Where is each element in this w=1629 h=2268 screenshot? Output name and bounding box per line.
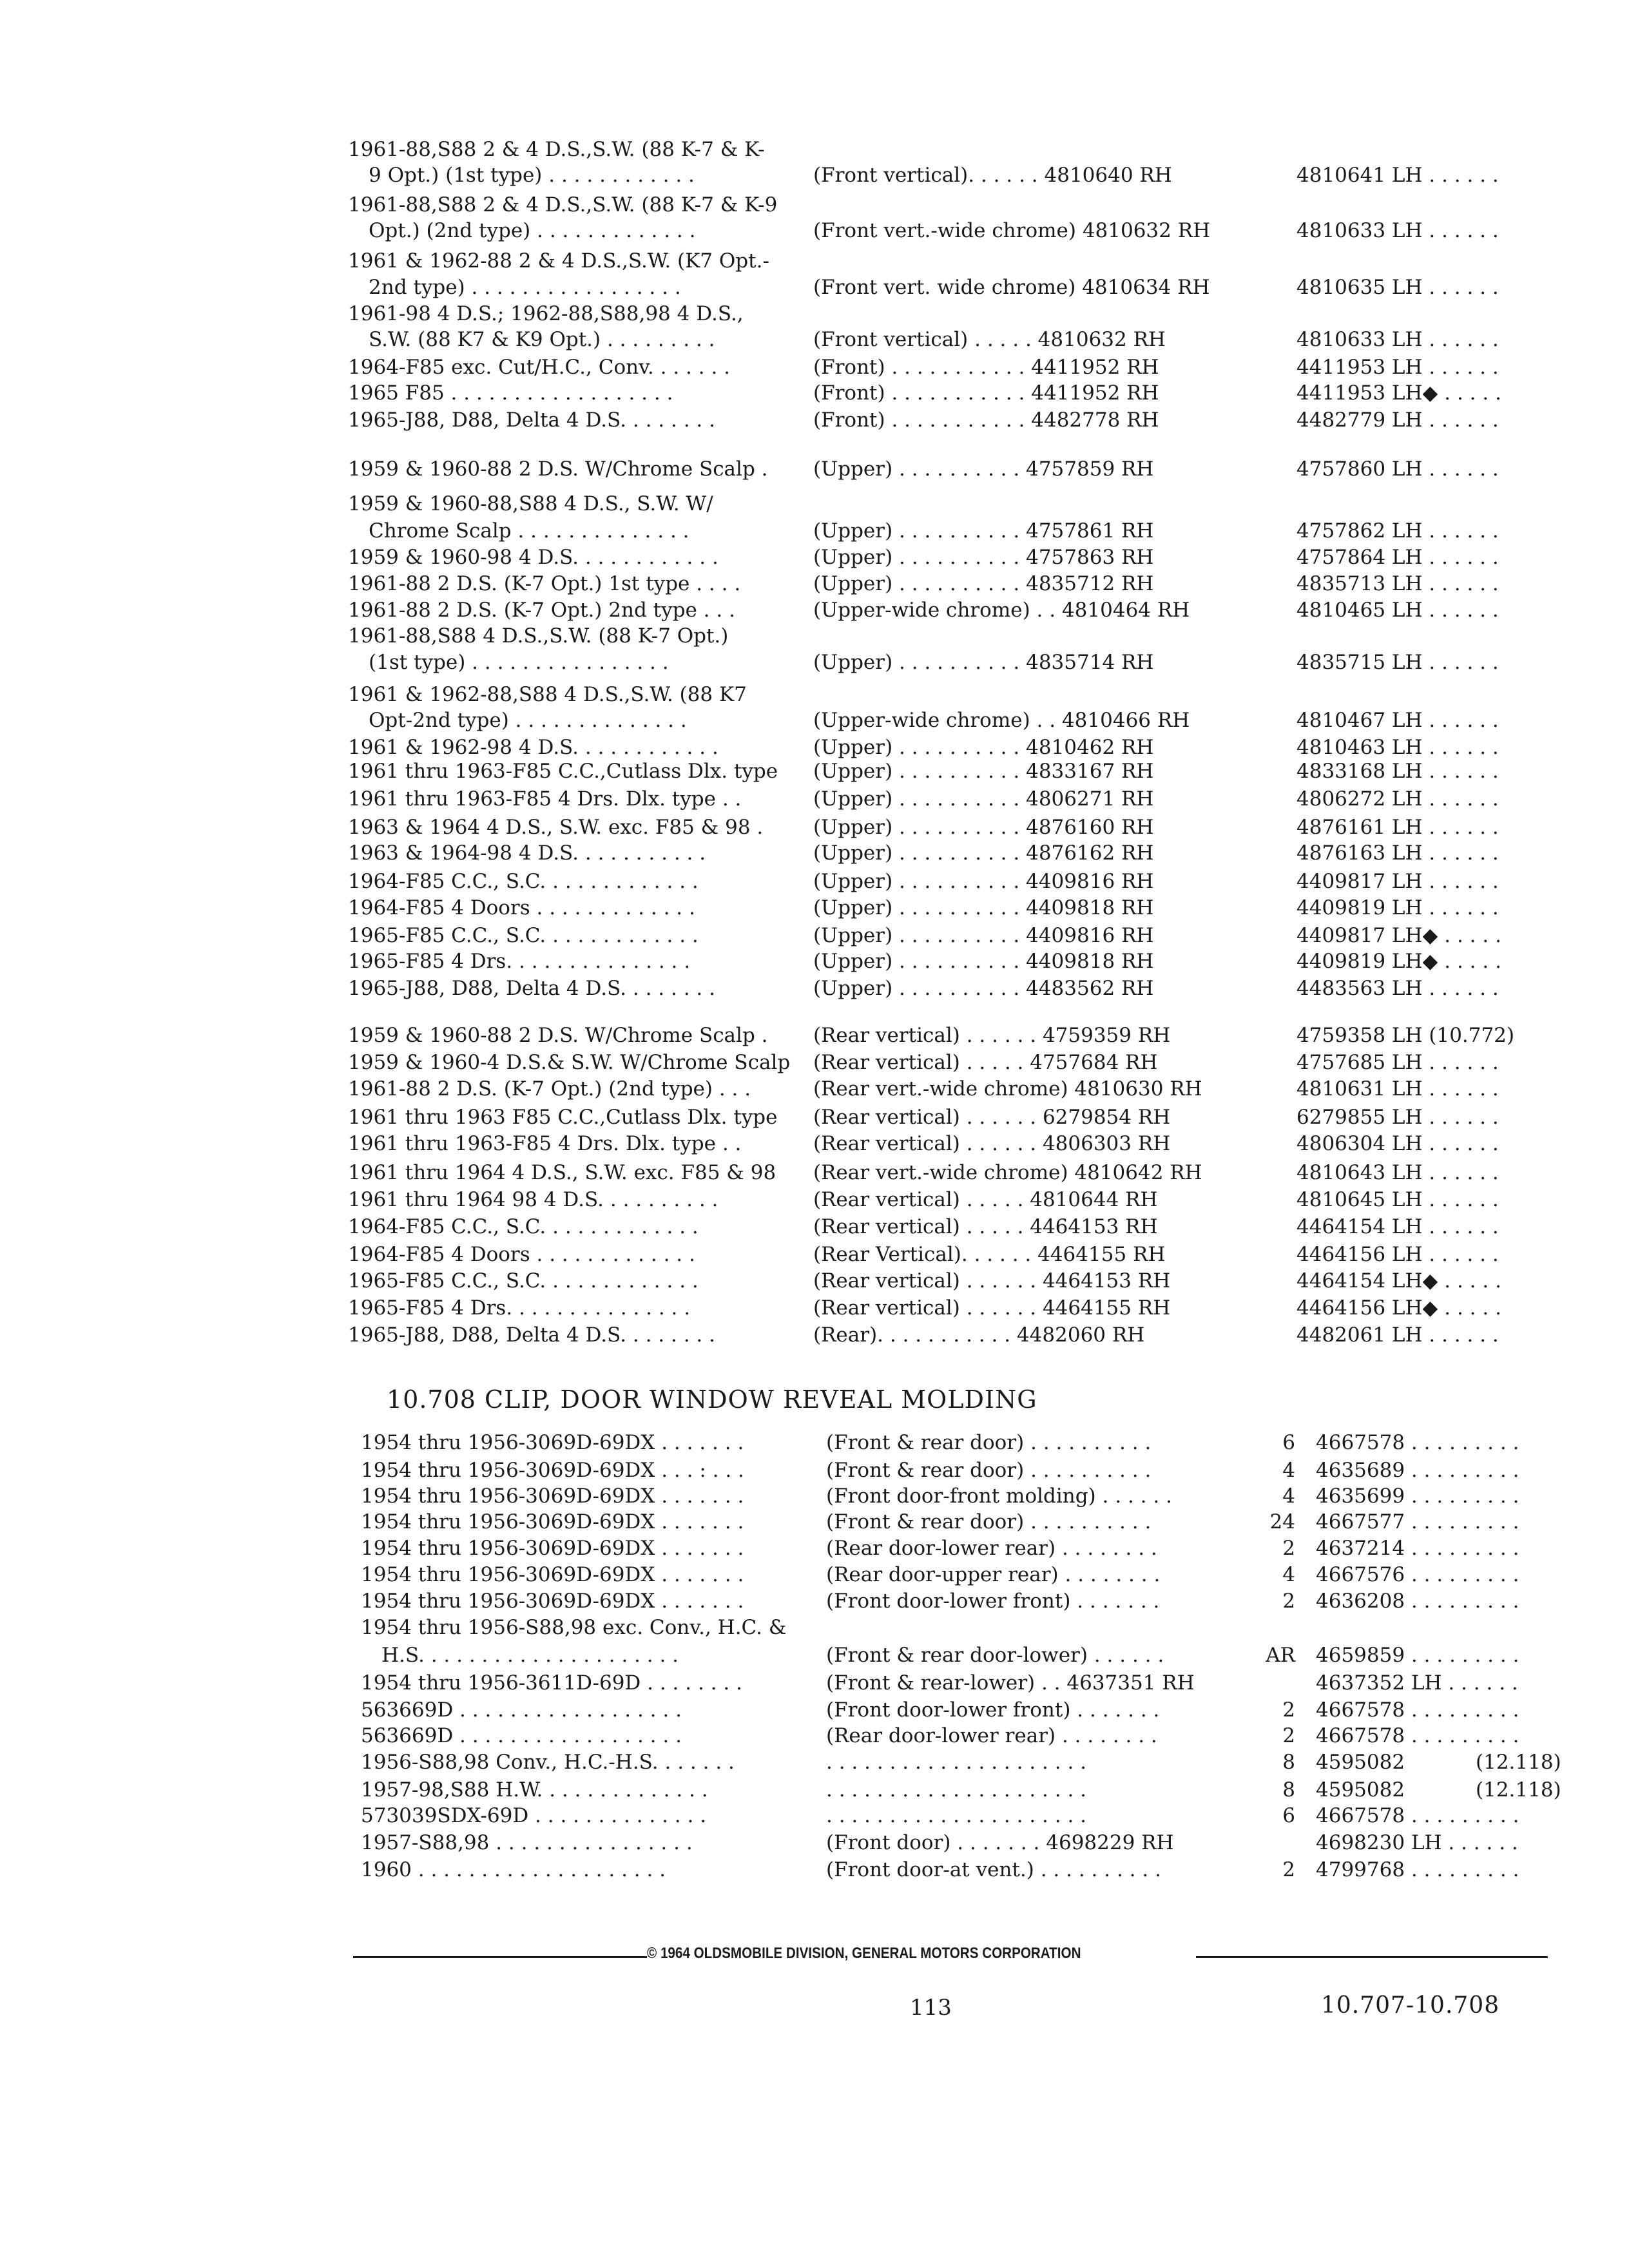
model-cell: 1964-F85 4 Doors . . . . . . . . . . . . .: [348, 1243, 695, 1266]
model-cell: 1964-F85 4 Doors . . . . . . . . . . . . .: [348, 896, 695, 919]
part-number-cell: 4635699 . . . . . . . . .: [1316, 1485, 1519, 1508]
part-number-cell: 4759358 LH (10.772): [1296, 1024, 1515, 1047]
description-cell: (Rear vert.-wide chrome) 4810630 RH: [813, 1077, 1202, 1100]
part-number-cell: 4409819 LH . . . . . .: [1296, 896, 1499, 919]
quantity-cell: 4: [1282, 1563, 1295, 1586]
description-cell: (Rear Vertical). . . . . . 4464155 RH: [813, 1243, 1166, 1266]
description-cell: (Rear vertical) . . . . . 4464153 RH: [813, 1215, 1158, 1238]
model-cell: 9 Opt.) (1st type) . . . . . . . . . . . .: [369, 164, 695, 187]
description-cell: (Upper) . . . . . . . . . . 4483562 RH: [813, 977, 1154, 1000]
model-cell: 1961-88 2 D.S. (K-7 Opt.) 2nd type . . .: [348, 599, 735, 622]
model-cell: 1961-88,S88 2 & 4 D.S.,S.W. (88 K-7 & K-9: [348, 193, 778, 216]
description-cell: (Front & rear door) . . . . . . . . . .: [826, 1510, 1152, 1533]
reference-cell: (12.118): [1476, 1751, 1561, 1774]
description-cell: (Front & rear door) . . . . . . . . . .: [826, 1459, 1152, 1482]
part-number-cell: 4810633 LH . . . . . .: [1296, 328, 1499, 351]
description-cell: (Rear vertical) . . . . . 4757684 RH: [813, 1051, 1158, 1074]
model-cell: 1961 & 1962-88 2 & 4 D.S.,S.W. (K7 Opt.-: [348, 249, 769, 273]
part-number-cell: 4411953 LH . . . . . .: [1296, 356, 1499, 379]
description-cell: (Front & rear-lower) . . 4637351 RH: [826, 1671, 1195, 1695]
description-cell: (Front door-front molding) . . . . . .: [826, 1485, 1172, 1508]
description-cell: (Upper) . . . . . . . . . . 4757859 RH: [813, 457, 1154, 481]
part-number-cell: 4757685 LH . . . . . .: [1296, 1051, 1499, 1074]
part-number-cell: 4810465 LH . . . . . .: [1296, 599, 1499, 622]
description-cell: (Upper) . . . . . . . . . . 4835714 RH: [813, 651, 1154, 674]
description-cell: (Upper) . . . . . . . . . . 4833167 RH: [813, 760, 1154, 783]
description-cell: (Front vert.-wide chrome) 4810632 RH: [813, 219, 1211, 242]
part-number-cell: 4667577 . . . . . . . . .: [1316, 1510, 1519, 1533]
model-cell: 1961 thru 1963 F85 C.C.,Cutlass Dlx. type: [348, 1106, 778, 1129]
model-cell: 1961 thru 1964 98 4 D.S. . . . . . . . . .: [348, 1188, 718, 1211]
part-number-cell: 4667578 . . . . . . . . .: [1316, 1724, 1519, 1747]
part-number-cell: 4757860 LH . . . . . .: [1296, 457, 1499, 481]
description-cell: (Upper) . . . . . . . . . . 4835712 RH: [813, 572, 1154, 595]
model-cell: 1965-J88, D88, Delta 4 D.S. . . . . . . .: [348, 408, 715, 432]
model-cell: 1954 thru 1956-S88,98 exc. Conv., H.C. &: [361, 1616, 787, 1639]
model-cell: 1957-S88,98 . . . . . . . . . . . . . . . .: [361, 1831, 693, 1854]
part-number-cell: 4482779 LH . . . . . .: [1296, 408, 1499, 432]
part-number-cell: 4636208 . . . . . . . . .: [1316, 1590, 1519, 1613]
part-number-cell: 4810463 LH . . . . . .: [1296, 736, 1499, 759]
description-cell: (Rear vertical) . . . . . . 4464155 RH: [813, 1296, 1171, 1320]
quantity-cell: 2: [1282, 1724, 1295, 1747]
model-cell: 563669D . . . . . . . . . . . . . . . . . .: [361, 1698, 682, 1722]
part-number-cell: 4637214 . . . . . . . . .: [1316, 1537, 1519, 1560]
part-number-cell: 4411953 LH◆ . . . . .: [1296, 381, 1501, 405]
description-cell: (Upper) . . . . . . . . . . 4810462 RH: [813, 736, 1154, 759]
model-cell: 1954 thru 1956-3069D-69DX . . . . . . .: [361, 1590, 744, 1613]
part-number-cell: 4595082: [1316, 1751, 1405, 1774]
model-cell: 1961-88 2 D.S. (K-7 Opt.) (2nd type) . . .: [348, 1077, 751, 1100]
quantity-cell: 2: [1282, 1858, 1295, 1881]
description-cell: (Front door) . . . . . . . 4698229 RH: [826, 1831, 1174, 1854]
description-cell: (Front door-lower front) . . . . . . .: [826, 1590, 1160, 1613]
quantity-cell: 24: [1269, 1510, 1295, 1533]
section-range: 10.707-10.708: [1321, 1992, 1500, 2019]
model-cell: 1965-F85 C.C., S.C. . . . . . . . . . . . .: [348, 924, 699, 947]
part-number-cell: 4409817 LH◆ . . . . .: [1296, 924, 1501, 947]
description-cell: (Rear). . . . . . . . . . . 4482060 RH: [813, 1323, 1145, 1347]
part-number-cell: 4757862 LH . . . . . .: [1296, 519, 1499, 543]
description-cell: (Rear vertical) . . . . . 4810644 RH: [813, 1188, 1158, 1211]
model-cell: Opt.) (2nd type) . . . . . . . . . . . . .: [369, 219, 696, 242]
description-cell: (Front) . . . . . . . . . . . 4411952 RH: [813, 381, 1159, 405]
model-cell: 1963 & 1964-98 4 D.S. . . . . . . . . . .: [348, 841, 706, 865]
model-cell: 1954 thru 1956-3069D-69DX . . . . . . .: [361, 1485, 744, 1508]
description-cell: (Upper) . . . . . . . . . . 4409816 RH: [813, 870, 1154, 893]
copyright-notice: © 1964 OLDSMOBILE DIVISION, GENERAL MOTORS CORPORATION: [647, 1945, 1081, 1962]
description-cell: (Rear door-lower rear) . . . . . . . .: [826, 1724, 1157, 1747]
footer-rule-left: [353, 1956, 647, 1958]
quantity-cell: 2: [1282, 1698, 1295, 1722]
model-cell: Opt-2nd type) . . . . . . . . . . . . . .: [369, 709, 687, 732]
reference-cell: (12.118): [1476, 1778, 1561, 1802]
model-cell: 1965 F85 . . . . . . . . . . . . . . . . . .: [348, 381, 673, 405]
model-cell: 1961-98 4 D.S.; 1962-88,S88,98 4 D.S.,: [348, 302, 744, 325]
description-cell: (Front vertical) . . . . . 4810632 RH: [813, 328, 1166, 351]
part-number-cell: 4810631 LH . . . . . .: [1296, 1077, 1499, 1100]
description-cell: (Front) . . . . . . . . . . . 4482778 RH: [813, 408, 1159, 432]
model-cell: 1963 & 1964 4 D.S., S.W. exc. F85 & 98 .: [348, 816, 764, 839]
part-number-cell: 4810645 LH . . . . . .: [1296, 1188, 1499, 1211]
part-number-cell: 4757864 LH . . . . . .: [1296, 546, 1499, 569]
description-cell: (Upper-wide chrome) . . 4810464 RH: [813, 599, 1190, 622]
part-number-cell: 4876163 LH . . . . . .: [1296, 841, 1499, 865]
description-cell: (Front vert. wide chrome) 4810634 RH: [813, 276, 1210, 299]
model-cell: 1959 & 1960-88,S88 4 D.S., S.W. W/: [348, 492, 713, 515]
model-cell: 1964-F85 C.C., S.C. . . . . . . . . . . . .: [348, 1215, 699, 1238]
part-number-cell: 4464156 LH . . . . . .: [1296, 1243, 1499, 1266]
model-cell: 1954 thru 1956-3069D-69DX . . . . . . .: [361, 1563, 744, 1586]
quantity-cell: AR: [1266, 1644, 1295, 1667]
description-cell: (Front vertical). . . . . . 4810640 RH: [813, 164, 1172, 187]
description-cell: (Rear vertical) . . . . . . 6279854 RH: [813, 1106, 1171, 1129]
model-cell: 1961 & 1962-98 4 D.S. . . . . . . . . . . .: [348, 736, 718, 759]
part-number-cell: 4464154 LH◆ . . . . .: [1296, 1269, 1501, 1293]
model-cell: 1959 & 1960-88 2 D.S. W/Chrome Scalp .: [348, 457, 768, 481]
part-number-cell: 4483563 LH . . . . . .: [1296, 977, 1499, 1000]
model-cell: 1965-F85 4 Drs. . . . . . . . . . . . . . .: [348, 1296, 691, 1320]
model-cell: 1959 & 1960-88 2 D.S. W/Chrome Scalp .: [348, 1024, 768, 1047]
model-cell: 1954 thru 1956-3069D-69DX . . . . . . .: [361, 1537, 744, 1560]
part-number-cell: 4810635 LH . . . . . .: [1296, 276, 1499, 299]
part-number-cell: 4667576 . . . . . . . . .: [1316, 1563, 1519, 1586]
description-cell: (Rear vertical) . . . . . . 4464153 RH: [813, 1269, 1171, 1293]
footer-rule-right: [1196, 1956, 1548, 1958]
part-number-cell: 4810467 LH . . . . . .: [1296, 709, 1499, 732]
part-number-cell: 4464156 LH◆ . . . . .: [1296, 1296, 1501, 1320]
description-cell: . . . . . . . . . . . . . . . . . . . . .: [826, 1778, 1087, 1802]
description-cell: (Rear vertical) . . . . . . 4759359 RH: [813, 1024, 1171, 1047]
model-cell: 1961 thru 1963-F85 4 Drs. Dlx. type . .: [348, 787, 742, 811]
model-cell: 2nd type) . . . . . . . . . . . . . . . . .: [369, 276, 681, 299]
part-number-cell: 4810633 LH . . . . . .: [1296, 219, 1499, 242]
model-cell: 1959 & 1960-98 4 D.S. . . . . . . . . . . .: [348, 546, 718, 569]
model-cell: 1964-F85 exc. Cut/H.C., Conv. . . . . . .: [348, 356, 731, 379]
model-cell: 1960 . . . . . . . . . . . . . . . . . . . .: [361, 1858, 666, 1881]
model-cell: 1961 thru 1964 4 D.S., S.W. exc. F85 & 98: [348, 1161, 776, 1184]
description-cell: (Front) . . . . . . . . . . . 4411952 RH: [813, 356, 1159, 379]
quantity-cell: 8: [1282, 1778, 1295, 1802]
part-number-cell: 4698230 LH . . . . . .: [1316, 1831, 1518, 1854]
part-number-cell: 4637352 LH . . . . . .: [1316, 1671, 1518, 1695]
model-cell: Chrome Scalp . . . . . . . . . . . . . .: [369, 519, 689, 543]
description-cell: (Upper) . . . . . . . . . . 4409818 RH: [813, 950, 1154, 973]
description-cell: (Upper) . . . . . . . . . . 4409818 RH: [813, 896, 1154, 919]
model-cell: 563669D . . . . . . . . . . . . . . . . . .: [361, 1724, 682, 1747]
part-number-cell: 4799768 . . . . . . . . .: [1316, 1858, 1519, 1881]
part-number-cell: 4409819 LH◆ . . . . .: [1296, 950, 1501, 973]
description-cell: (Rear door-upper rear) . . . . . . . .: [826, 1563, 1161, 1586]
description-cell: (Rear door-lower rear) . . . . . . . .: [826, 1537, 1157, 1560]
description-cell: (Upper) . . . . . . . . . . 4876160 RH: [813, 816, 1154, 839]
quantity-cell: 2: [1282, 1537, 1295, 1560]
description-cell: (Front & rear door-lower) . . . . . .: [826, 1644, 1164, 1667]
model-cell: 1961 thru 1963-F85 4 Drs. Dlx. type . .: [348, 1132, 742, 1155]
model-cell: 1965-F85 C.C., S.C. . . . . . . . . . . . .: [348, 1269, 699, 1293]
description-cell: (Upper) . . . . . . . . . . 4757861 RH: [813, 519, 1154, 543]
part-number-cell: 4806304 LH . . . . . .: [1296, 1132, 1499, 1155]
quantity-cell: 2: [1282, 1590, 1295, 1613]
model-cell: 1961-88 2 D.S. (K-7 Opt.) 1st type . . . .: [348, 572, 741, 595]
model-cell: 1964-F85 C.C., S.C. . . . . . . . . . . . .: [348, 870, 699, 893]
description-cell: (Rear vert.-wide chrome) 4810642 RH: [813, 1161, 1202, 1184]
part-number-cell: 4876161 LH . . . . . .: [1296, 816, 1499, 839]
description-cell: (Rear vertical) . . . . . . 4806303 RH: [813, 1132, 1171, 1155]
part-number-cell: 4635689 . . . . . . . . .: [1316, 1459, 1519, 1482]
description-cell: (Front & rear door) . . . . . . . . . .: [826, 1431, 1152, 1454]
model-cell: 573039SDX-69D . . . . . . . . . . . . . .: [361, 1804, 707, 1827]
description-cell: (Upper) . . . . . . . . . . 4409816 RH: [813, 924, 1154, 947]
model-cell: 1959 & 1960-4 D.S.& S.W. W/Chrome Scalp: [348, 1051, 791, 1074]
description-cell: (Upper) . . . . . . . . . . 4806271 RH: [813, 787, 1154, 811]
quantity-cell: 4: [1282, 1459, 1295, 1482]
description-cell: (Front door-lower front) . . . . . . .: [826, 1698, 1160, 1722]
model-cell: 1956-S88,98 Conv., H.C.-H.S. . . . . . .: [361, 1751, 735, 1774]
model-cell: 1954 thru 1956-3069D-69DX . . . . . . .: [361, 1510, 744, 1533]
model-cell: 1965-J88, D88, Delta 4 D.S. . . . . . . .: [348, 977, 715, 1000]
quantity-cell: 6: [1282, 1431, 1295, 1454]
model-cell: 1961-88,S88 2 & 4 D.S.,S.W. (88 K-7 & K-: [348, 138, 765, 161]
part-number-cell: 4810641 LH . . . . . .: [1296, 164, 1499, 187]
model-cell: 1961 & 1962-88,S88 4 D.S.,S.W. (88 K7: [348, 683, 747, 706]
quantity-cell: 8: [1282, 1751, 1295, 1774]
quantity-cell: 4: [1282, 1485, 1295, 1508]
part-number-cell: 4835713 LH . . . . . .: [1296, 572, 1499, 595]
part-number-cell: 4667578 . . . . . . . . .: [1316, 1698, 1519, 1722]
model-cell: 1965-J88, D88, Delta 4 D.S. . . . . . . .: [348, 1323, 715, 1347]
model-cell: 1954 thru 1956-3611D-69D . . . . . . . .: [361, 1671, 742, 1695]
model-cell: 1965-F85 4 Drs. . . . . . . . . . . . . . .: [348, 950, 691, 973]
description-cell: . . . . . . . . . . . . . . . . . . . . .: [826, 1751, 1087, 1774]
description-cell: . . . . . . . . . . . . . . . . . . . . .: [826, 1804, 1087, 1827]
part-number-cell: 4810643 LH . . . . . .: [1296, 1161, 1499, 1184]
model-cell: 1961 thru 1963-F85 C.C.,Cutlass Dlx. type: [348, 760, 778, 783]
section-heading: 10.708 CLIP, DOOR WINDOW REVEAL MOLDING: [387, 1385, 1037, 1414]
model-cell: 1957-98,S88 H.W. . . . . . . . . . . . . .: [361, 1778, 708, 1802]
description-cell: (Upper) . . . . . . . . . . 4876162 RH: [813, 841, 1154, 865]
description-cell: (Upper-wide chrome) . . 4810466 RH: [813, 709, 1190, 732]
part-number-cell: 4464154 LH . . . . . .: [1296, 1215, 1499, 1238]
part-number-cell: 4659859 . . . . . . . . .: [1316, 1644, 1519, 1667]
part-number-cell: 4409817 LH . . . . . .: [1296, 870, 1499, 893]
part-number-cell: 6279855 LH . . . . . .: [1296, 1106, 1499, 1129]
model-cell: 1954 thru 1956-3069D-69DX . . . . . . .: [361, 1431, 744, 1454]
model-cell: 1961-88,S88 4 D.S.,S.W. (88 K-7 Opt.): [348, 624, 729, 648]
page-number: 113: [910, 1995, 952, 2021]
part-number-cell: 4835715 LH . . . . . .: [1296, 651, 1499, 674]
part-number-cell: 4806272 LH . . . . . .: [1296, 787, 1499, 811]
quantity-cell: 6: [1282, 1804, 1295, 1827]
model-cell: 1954 thru 1956-3069D-69DX . . . : . . .: [361, 1459, 744, 1482]
model-cell: H.S. . . . . . . . . . . . . . . . . . . . .: [381, 1644, 679, 1667]
description-cell: (Upper) . . . . . . . . . . 4757863 RH: [813, 546, 1154, 569]
model-cell: S.W. (88 K7 & K9 Opt.) . . . . . . . . .: [369, 328, 715, 351]
description-cell: (Front door-at vent.) . . . . . . . . . .: [826, 1858, 1161, 1881]
part-number-cell: 4667578 . . . . . . . . .: [1316, 1431, 1519, 1454]
part-number-cell: 4667578 . . . . . . . . .: [1316, 1804, 1519, 1827]
part-number-cell: 4595082: [1316, 1778, 1405, 1802]
part-number-cell: 4482061 LH . . . . . .: [1296, 1323, 1499, 1347]
model-cell: (1st type) . . . . . . . . . . . . . . . .: [369, 651, 669, 674]
part-number-cell: 4833168 LH . . . . . .: [1296, 760, 1499, 783]
